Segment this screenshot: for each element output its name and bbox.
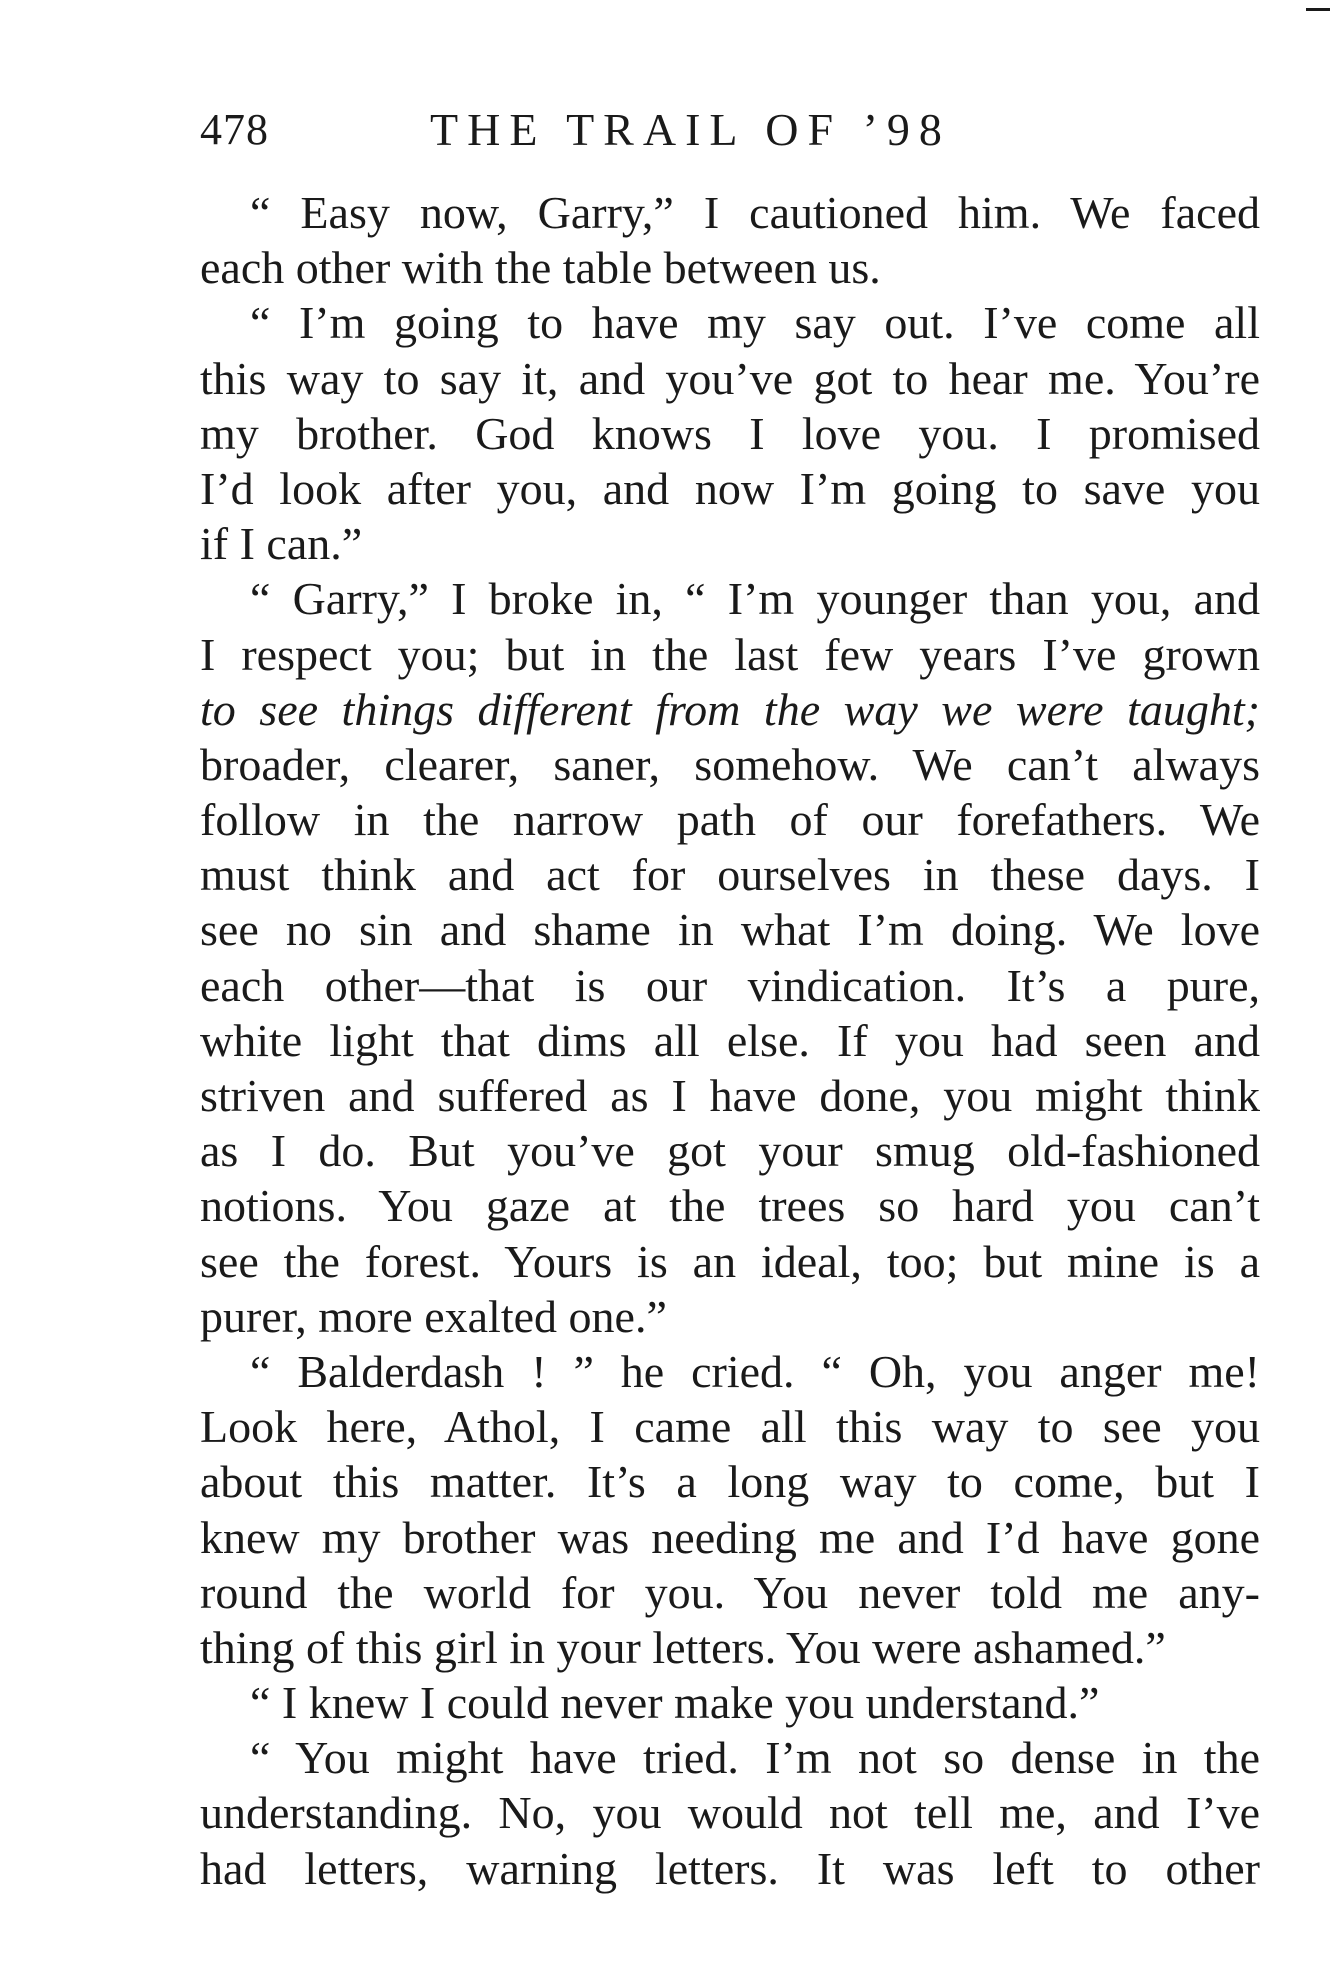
text-line: I’d look after you, and now I’m going to save you — [200, 462, 1260, 514]
text-line: see the forest. Yours is an ideal, too; but mine is a — [200, 1235, 1260, 1287]
text-line: “ Garry,” I broke in, “ I’m younger than you, and — [250, 573, 1260, 625]
text-line: notions. You gaze at the trees so hard you can’t — [200, 1180, 1260, 1232]
text-line: “ You might have tried. I’m not so dense in the — [250, 1732, 1260, 1784]
text-line: round the world for you. You never told me any- — [200, 1566, 1260, 1618]
running-title: THE TRAIL OF ’98 — [430, 104, 951, 155]
text-line: had letters, warning letters. It was left to other — [200, 1842, 1260, 1894]
text-line: to see things different from the way we were taught; — [200, 683, 1260, 735]
text-line: my brother. God knows I love you. I promised — [200, 407, 1260, 459]
page-number: 478 — [200, 105, 269, 154]
text-line: striven and suffered as I have done, you might think — [200, 1070, 1260, 1121]
text-line: see no sin and shame in what I’m doing. We love — [200, 904, 1260, 956]
text-line: understanding. No, you would not tell me, and I’ve — [200, 1787, 1260, 1839]
text-line: broader, clearer, saner, somehow. We can’t always — [200, 738, 1260, 790]
text-line: each other—that is our vindication. It’s a pure, — [200, 959, 1260, 1011]
running-head — [200, 100, 1260, 160]
text-line: knew my brother was needing me and I’d have gone — [200, 1511, 1260, 1563]
page-edge-mark — [1306, 8, 1330, 11]
text-line: as I do. But you’ve got your smug old-fashioned — [200, 1125, 1260, 1177]
text-line: follow in the narrow path of our forefathers. We — [200, 794, 1260, 846]
text-line: purer, more exalted one.” — [200, 1290, 667, 1342]
body-text — [200, 185, 1260, 1896]
text-line: “ I knew I could never make you understand.” — [250, 1677, 1100, 1729]
text-line: each other with the table between us. — [200, 242, 881, 294]
text-line: “ I’m going to have my say out. I’ve come all — [250, 297, 1260, 349]
text-line: thing of this girl in your letters. You were ashamed.” — [200, 1621, 1166, 1673]
text-line: if I can.” — [200, 518, 363, 570]
text-line: “ Easy now, Garry,” I cautioned him. We faced — [250, 187, 1260, 238]
text-line: must think and act for ourselves in these days. I — [200, 849, 1260, 901]
text-line: “ Balderdash ! ” he cried. “ Oh, you anger me! — [250, 1345, 1260, 1397]
text-line: this way to say it, and you’ve got to hear me. You’re — [200, 352, 1260, 404]
text-line: I respect you; but in the last few years I’ve grown — [200, 628, 1260, 680]
text-line: Look here, Athol, I came all this way to see you — [200, 1401, 1260, 1453]
text-line: about this matter. It’s a long way to come, but I — [200, 1456, 1260, 1508]
text-line: white light that dims all else. If you had seen and — [200, 1014, 1260, 1066]
